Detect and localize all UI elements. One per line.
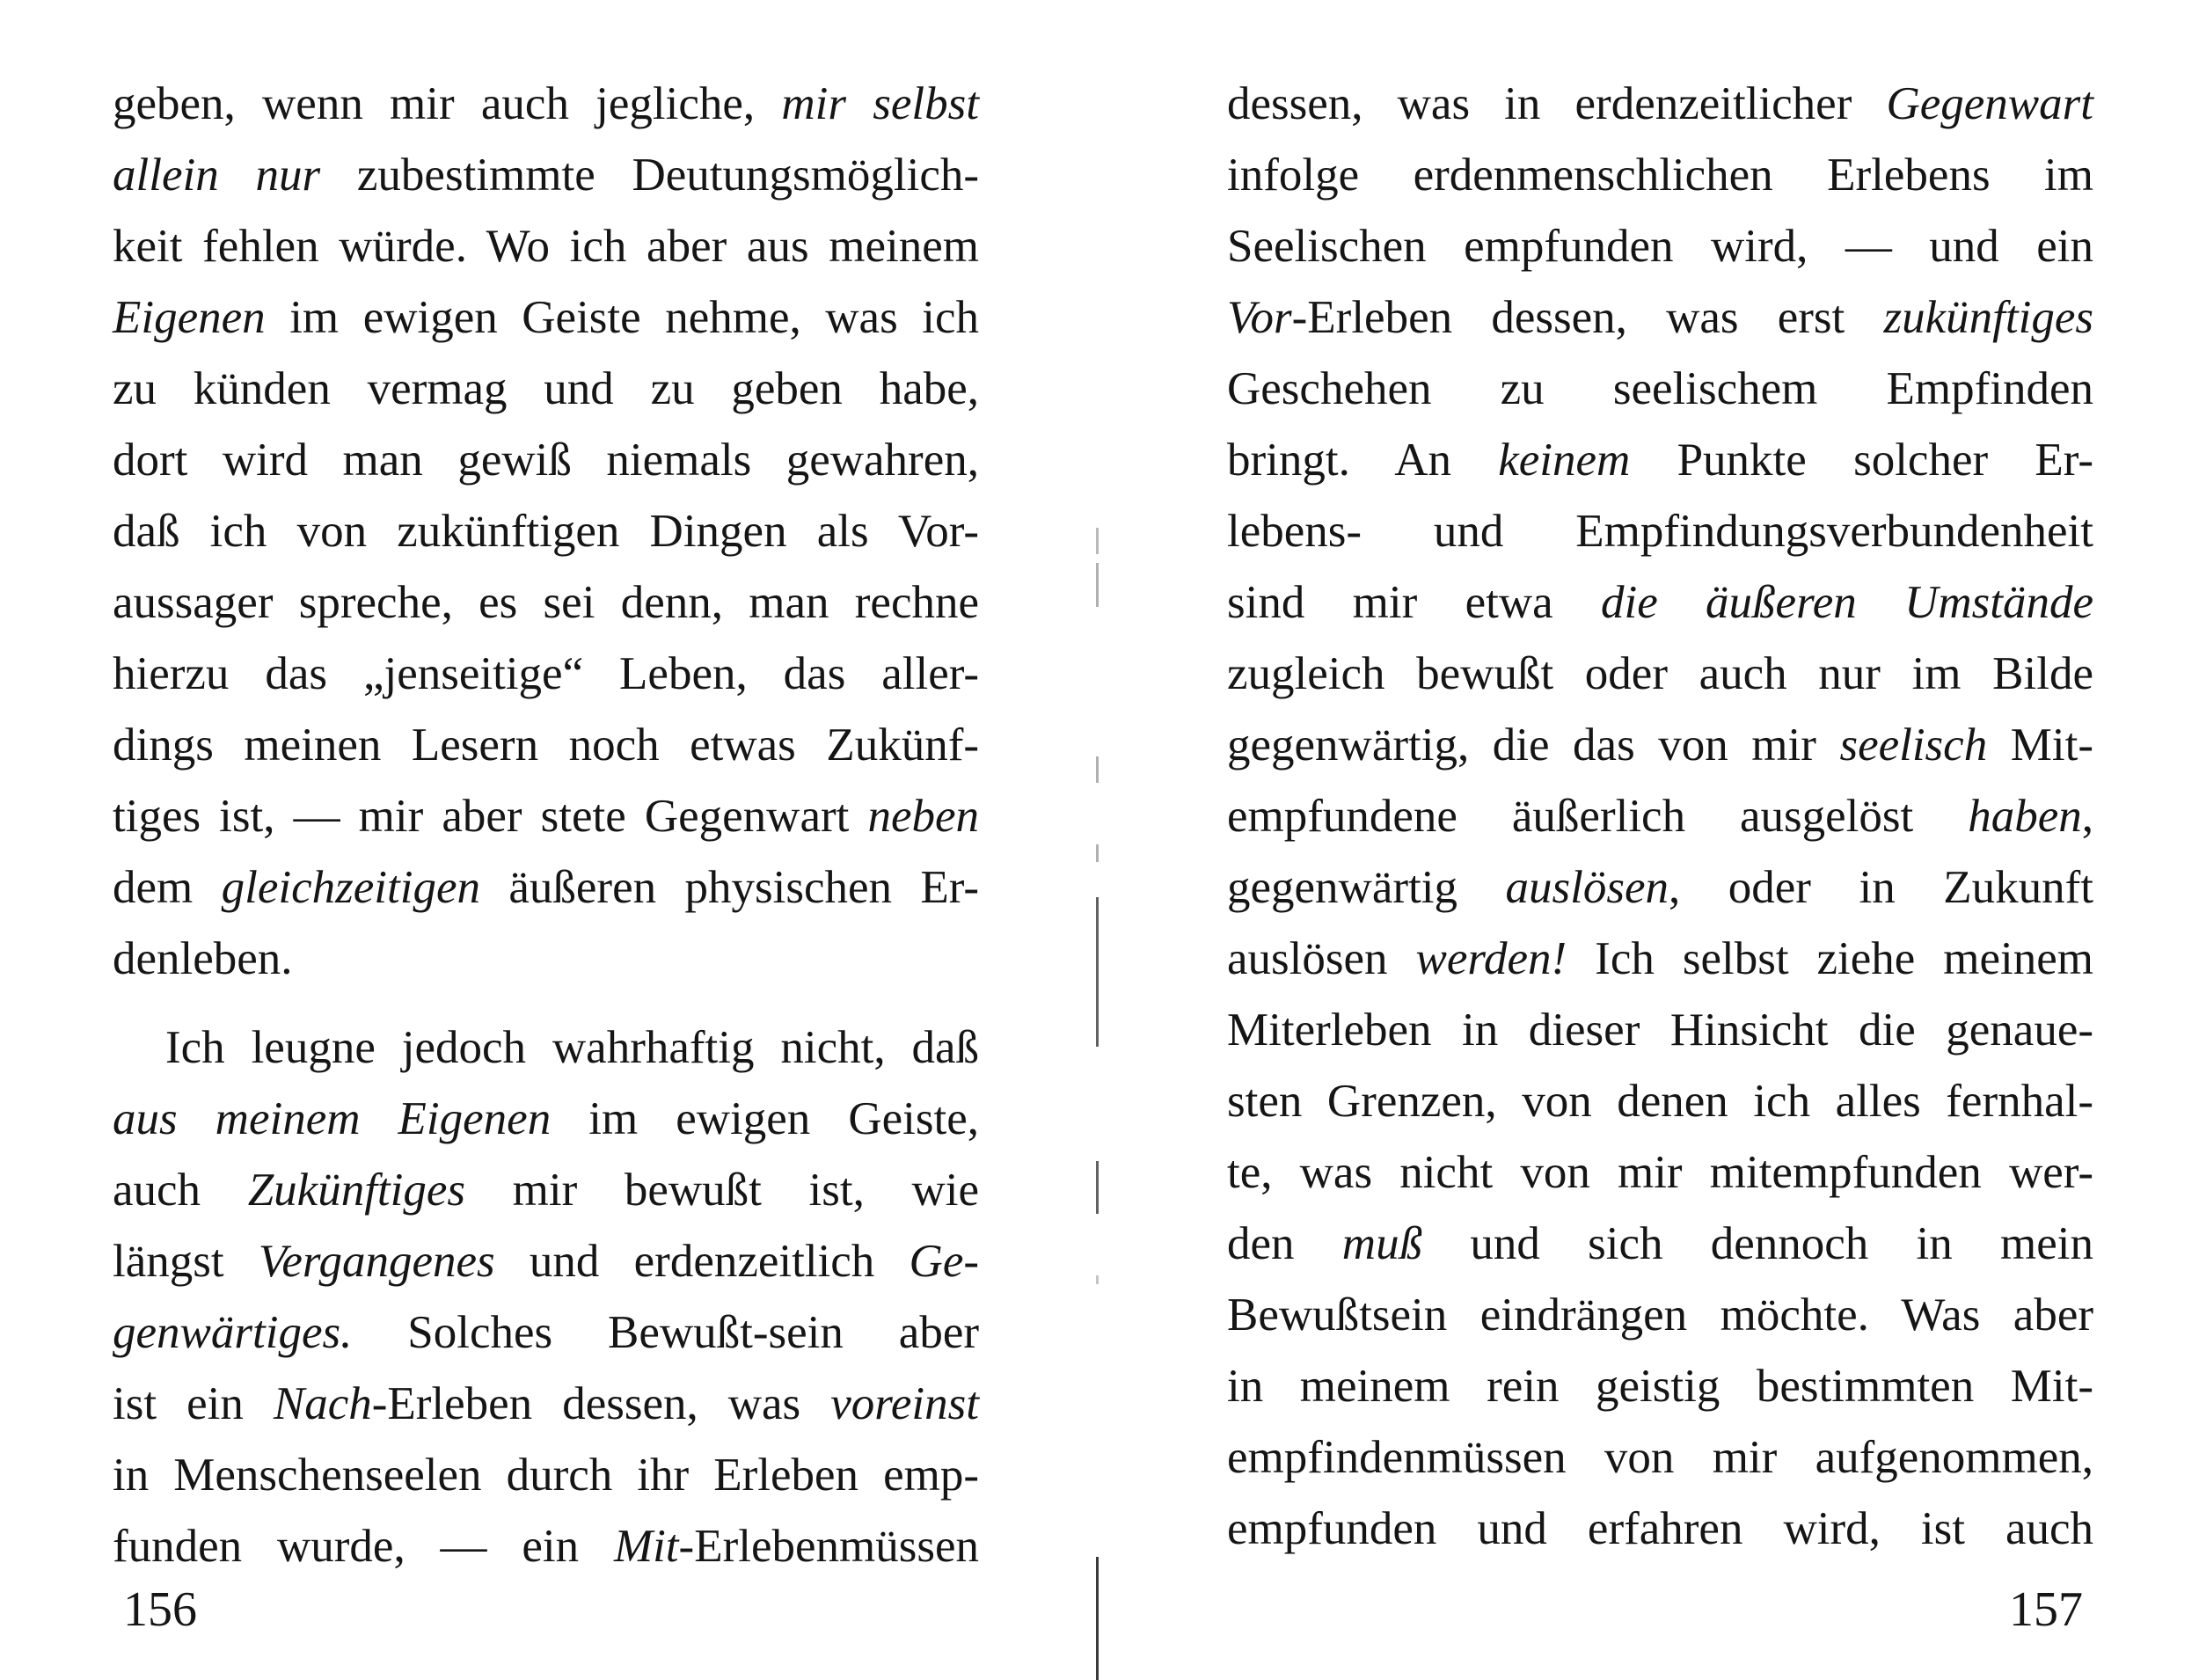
text-line [1227, 710, 2093, 781]
text-run: Punkte solcher Er- [1630, 435, 2093, 486]
text-run: lebens- und Empfindungsverbundenheit [1227, 506, 2093, 557]
italic-text-run: Vor [1227, 292, 1292, 343]
text-line [113, 1155, 979, 1226]
text-run: Mit- [1987, 719, 2093, 771]
text-run: in meinem rein geistig bestimmten Mit- [1227, 1361, 2093, 1412]
text-line [113, 1297, 979, 1369]
text-run: im ewigen Geiste nehme, was ich [265, 292, 979, 343]
text-run: , oder in Zukunft [1668, 862, 2093, 913]
text-run: , [2081, 791, 2093, 842]
text-line [113, 781, 979, 852]
text-line [113, 1440, 979, 1511]
text-line [1227, 995, 2093, 1066]
text-line [113, 496, 979, 567]
text-run: geben, wenn mir auch jegliche, [113, 78, 782, 129]
text-run: und erdenzeitlich [494, 1236, 910, 1287]
text-line [113, 1012, 979, 1084]
text-run: -Erleben dessen, was [371, 1378, 831, 1429]
italic-text-run: genwärtiges. [113, 1307, 353, 1358]
text-line [1227, 852, 2093, 924]
text-run: mir bewußt ist, wie [465, 1165, 979, 1216]
text-run: längst [113, 1236, 259, 1287]
text-line [1227, 1280, 2093, 1351]
text-line [113, 211, 979, 282]
text-run: funden wurde, — ein [113, 1521, 614, 1572]
text-line [113, 425, 979, 496]
text-run: gegenwärtig [1227, 862, 1506, 913]
italic-text-run: muß [1341, 1218, 1423, 1269]
text-line [1227, 425, 2093, 496]
text-run: äußeren physischen Er- [480, 862, 980, 913]
text-run: empfunden und erfahren wird, ist auch [1227, 1503, 2093, 1554]
italic-text-run: zukünftiges [1883, 292, 2093, 343]
text-line [113, 69, 979, 140]
left-page-text-column [113, 69, 979, 1582]
text-line [1227, 781, 2093, 852]
italic-text-run: die äußeren Umstände [1600, 577, 2093, 628]
right-page-text-column [1227, 69, 2093, 1565]
text-run: Solches Bewußt-sein aber [352, 1307, 979, 1358]
text-line [113, 639, 979, 710]
text-line [113, 140, 979, 211]
text-run: keit fehlen würde. Wo ich aber aus meinem [113, 221, 979, 272]
text-line [113, 1226, 979, 1297]
text-run: empfundene äußerlich ausgelöst [1227, 791, 1969, 842]
italic-text-run: allein nur [113, 150, 321, 201]
text-run: sten Grenzen, von denen ich alles fernhal- [1227, 1076, 2093, 1127]
text-line [113, 924, 979, 995]
text-run: dem [113, 862, 222, 913]
text-run: auch [113, 1165, 248, 1216]
text-run: ist ein [113, 1378, 274, 1429]
text-run: zu künden vermag und zu geben habe, [113, 363, 979, 414]
text-run: te, was nicht von mir mitempfunden wer- [1227, 1147, 2093, 1198]
text-line [113, 710, 979, 781]
text-line [113, 1084, 979, 1155]
text-line [1227, 211, 2093, 282]
italic-text-run: Ge- [909, 1236, 979, 1287]
italic-text-run: mir selbst [781, 78, 979, 129]
italic-text-run: Zukünftiges [247, 1165, 466, 1216]
text-line [1227, 1494, 2093, 1565]
text-run: Geschehen zu seelischem Empfinden [1227, 363, 2093, 414]
italic-text-run: seelisch [1839, 719, 1988, 771]
italic-text-run: Vergangenes [258, 1236, 495, 1287]
italic-text-run: gleichzeitigen [221, 862, 480, 913]
italic-text-run: Eigenen [113, 292, 266, 343]
text-run: Bewußtsein eindrängen möchte. Was aber [1227, 1289, 2093, 1340]
text-run: den [1227, 1218, 1342, 1269]
text-run: infolge erdenmenschlichen Erlebens im [1227, 150, 2093, 201]
text-run: tiges ist, — mir aber stete Gegenwart [113, 791, 868, 842]
text-line [1227, 639, 2093, 710]
text-line [1227, 924, 2093, 995]
text-line [113, 1369, 979, 1440]
text-line [1227, 354, 2093, 425]
text-run: und sich dennoch in mein [1422, 1218, 2094, 1269]
text-run: denleben. [113, 933, 293, 984]
text-run: im ewigen Geiste, [551, 1093, 979, 1144]
text-run: Ich selbst ziehe meinem [1567, 933, 2093, 984]
text-run: gegenwärtig, die das von mir [1227, 719, 1840, 771]
italic-text-run: werden! [1415, 933, 1567, 984]
italic-text-run: Gegenwart [1886, 78, 2093, 129]
text-line [1227, 1422, 2093, 1494]
left-page-number: 156 [123, 1582, 197, 1637]
text-run: zugleich bewußt oder auch nur im Bilde [1227, 648, 2093, 699]
italic-text-run: haben [1968, 791, 2082, 842]
text-run: hierzu das „jenseitige“ Leben, das aller- [113, 648, 979, 699]
text-run: daß ich von zukünftigen Dingen als Vor- [113, 506, 979, 557]
text-run: auslösen [1227, 933, 1416, 984]
text-line [1227, 1351, 2093, 1422]
right-page-number: 157 [2009, 1582, 2083, 1637]
text-run: Ich leugne jedoch wahrhaftig nicht, daß [165, 1022, 979, 1073]
text-run: -Erlebenmüssen [678, 1521, 979, 1572]
text-run: in Menschenseelen durch ihr Erleben emp- [113, 1450, 979, 1501]
text-line [1227, 69, 2093, 140]
text-line [1227, 496, 2093, 567]
italic-text-run: keinem [1498, 435, 1631, 486]
text-run: aussager spreche, es sei denn, man rechne [113, 577, 979, 628]
text-run: -Erleben dessen, was erst [1291, 292, 1884, 343]
text-run: sind mir etwa [1227, 577, 1601, 628]
text-line [113, 852, 979, 924]
italic-text-run: auslösen [1505, 862, 1669, 913]
text-run: zubestimmte Deutungsmöglich- [320, 150, 979, 201]
text-line [1227, 140, 2093, 211]
text-line [1227, 282, 2093, 354]
text-run: Seelischen empfunden wird, — und ein [1227, 221, 2093, 272]
text-line [1227, 1137, 2093, 1209]
text-run: dings meinen Lesern noch etwas Zukünf- [113, 719, 979, 771]
text-run: dessen, was in erdenzeitlicher [1227, 78, 1887, 129]
text-line [1227, 1066, 2093, 1137]
text-line [113, 1511, 979, 1582]
text-run: dort wird man gewiß niemals gewahren, [113, 435, 979, 486]
right-page [1100, 0, 2199, 1680]
italic-text-run: Nach [273, 1378, 372, 1429]
text-run: Miterleben in dieser Hinsicht die genaue- [1227, 1004, 2093, 1055]
italic-text-run: voreinst [830, 1378, 979, 1429]
paragraph-gap [113, 995, 979, 1012]
text-run: bringt. An [1227, 435, 1499, 486]
text-line [1227, 567, 2093, 639]
text-line [113, 354, 979, 425]
italic-text-run: aus meinem Eigenen [113, 1093, 552, 1144]
text-line [113, 282, 979, 354]
text-line [1227, 1209, 2093, 1280]
text-run: empfindenmüssen von mir aufgenommen, [1227, 1432, 2093, 1483]
text-line [113, 567, 979, 639]
italic-text-run: Mit [613, 1521, 679, 1572]
italic-text-run: neben [867, 791, 979, 842]
